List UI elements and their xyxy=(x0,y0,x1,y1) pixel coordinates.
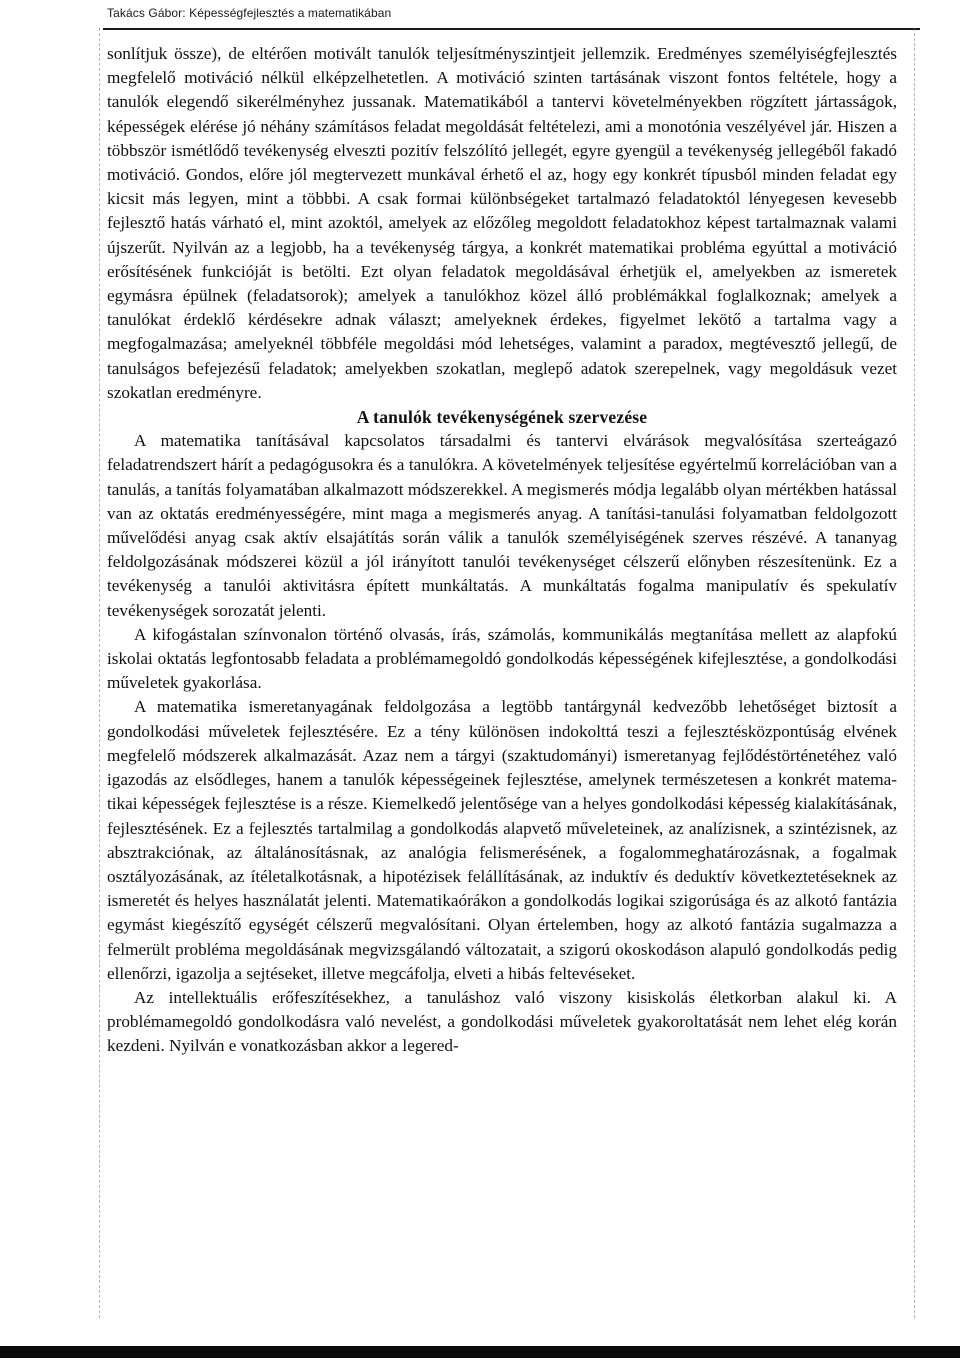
page-body xyxy=(107,42,897,1059)
running-head: Takács Gábor: Képességfejlesztés a matematikában xyxy=(107,6,392,20)
header-rule xyxy=(103,28,920,30)
bottom-scan-bar xyxy=(0,1346,960,1358)
paragraph: sonlítjuk össze), de eltérően motivált tanulók teljesítményszintjeit jellemzik. Eredményes személyiségfejlesztés megfelelő motiváció nélkül elképzelhetetlen. A motiváció szinten tartásának viszont fontos feltétele, hogy a tanulók elegendő sikerélményhez jussanak. Matematikából a tantervi követelményekben rögzített jártasságok, képességek elérése jó néhány számításos feladat megoldását feltételezi, ami a monotónia veszélyével jár. Hiszen a többször ismétlődő tevékenység elveszti pozitív felszólító jellegét, egyre gyengül a tevékenység jellegéből fakadó motiváció. Gondos, előre jól megtervezett munkával érhető el az, hogy egy konkrét típusból minden feladat egy kicsit más legyen, mint a többbi. A csak formai különbségeket tartalmazó feladatoktól lényegesen kevesebb fejlesztő hatás várható el, mint azoktól, amelyek az előzőleg megoldott feladatokhoz képest tartalmaznak valami újszerűt. Nyilván az a legjobb, ha a tevékenység tárgya, a konkrét matematikai probléma egyúttal a motiváció erősítésének funkcióját is betölti. Ezt olyan feladatok megoldásával érhetjük el, amelyekben az ismeretek egymásra épülnek (feladatsorok); amelyek a tanulókhoz közel álló problémákkal foglalkoznak; amelyek a tanulókat érdeklő kérdésekre adnak választ; amelyeknek érdekes, figyelmet lekötő a tartalma vagy a megfogalmazása; amelyeknél többféle megoldási mód lehetséges, valamint a paradox, megtévesztő jellegű, de tanulságos befejezésű feladatok; amelyekben szokatlan, meglepő adatok szerepelnek, vagy megoldásuk vezet szokatlan eredményre. xyxy=(107,44,897,402)
section-title: A tanulók tevékenységének szervezése xyxy=(356,407,648,428)
paragraph: Az intellektuális erőfeszítésekhez, a tanuláshoz való viszony kisiskolás életkorban alakul ki. A problémamegoldó gondolkodásra való nevelést, a gondolkodási műveletek gyakoroltatását nem lehet elég korán kezdeni. Nyilván e vonatkozásban akkor a legered- xyxy=(107,987,897,1056)
paragraph: A kifogástalan színvonalon történő olvasás, írás, számolás, kommunikálás megtanítása mellett az alapfokú iskolai oktatás legfontosabb feladata a problémamegoldó gondolkodás képességének kifejlesztése, a gondolkodási műveletek gyakorlása. xyxy=(107,624,897,693)
right-margin-line xyxy=(914,28,916,1318)
left-margin-line xyxy=(99,28,101,1318)
paragraph: A matematika ismeretanyagának feldolgozása a legtöbb tantárgynál kedvezőbb lehetőséget biztosít a gondolkodási műveletek fejlesztésére. Ez a tény különösen indokolttá teszi a fejlesztésközpontúság elvének megfelelő módszerek alkalmazását. Azaz nem a tárgyi (szaktudományi) ismeretanyag fejlődéstörténetéhez való igazodás az elsődleges, hanem a tanulók képességeinek fejlesztése, amelynek természetesen a konkrét matematikai képességek fejlesztése is a része. Kiemelkedő jelentősége van a helyes gondolkodási képesség kialakításának, fejlesztésének. Ez a fejlesztés tartalmilag a gondolkodás alapvető műveleteinek, az analízisnek, a szintézisnek, az absztrakciónak, az általánosításnak, az analógia felismerésének, a fogalommeghatározásnak, a fogalmak osztályozásának, az ítéletalkotásnak, a hipotézisek felállításának, az induktív és deduktív következtetéseknek az ismeretét és helyes használatát jelenti. Matematikaórákon a gondolkodás logikai szigorúsága és az alkotó fantázia egymást kiegészítő egységét célszerű megvalósítani. Olyan értelemben, hogy az alkotó fantázia sugalmazza a felmerült probléma megoldásának megvizsgálandó változatait, a szigorú okoskodáson alapuló gondolkodás pedig ellenőrzi, igazolja a sejtéseket, illetve megcáfolja, elveti a hibás feltevéseket. xyxy=(107,697,897,983)
paragraph: A matematika tanításával kapcsolatos társadalmi és tantervi elvárások megvalósítása szerteágazó feladatrendszert hárít a pedagógusokra és a tanulókra. A követelmények teljesítése egyértelmű korrelációban van a tanulás, a tanítás folyamatában alkalmazott módszerekkel. A megismerés módja legalább olyan mértékben hatással van az oktatás eredményességére, mint maga a megismerés anyag. A tanítási-tanulási folyamatban feldolgozott művelődési anyag csak aktív elsajátítás során válik a tanulók személyiségének szerves részévé. A tananyag feldolgozásának módszerei közül a jól irányított tanulói tevékenységet célszerű előnyben részesítenünk. Ez a tevékenység a tanulói aktivitásra épített munkáltatás. A munkáltatás fogalma manipulatív és spekulatív tevékenységek sorozatát jelenti. xyxy=(107,431,897,620)
